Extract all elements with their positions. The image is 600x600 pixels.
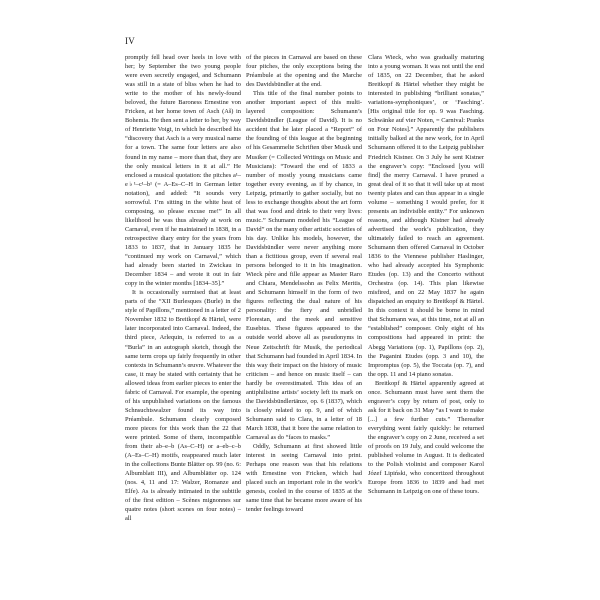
- paragraph: This title of the final number points to another important aspect of this multi-layered composition: Schumann’s Davidsbündler (League of David). It is no accident that he later placed a “Report” of the founding of this league at the beginning of his Gesammelte Schriften über Musik und Musiker (= Collected Writings on Music and Musicians): “Toward the end of 1833 a number of mostly young musicians came together every evening, as if by chance, in Leipzig, primarily to gather socially, but no less to exchange thoughts about the art form that was food and drink to their very lives: music.” Schumann modeled his “League of David” on the many other artistic societies of his day. Unlike his models, however, the Davidsbündler were never anything more than a fictitious group, even if several real persons belonged to it in his imagination. Wieck père and fille appear as Master Raro and Chiara, Mendelssohn as Felix Meritis, and Schumann himself in the form of two figures reflecting the dual nature of his personality: the fiery and unbridled Florestan, and the meek and sensitive Eusebius. These figures appeared to the outside world above all as pseudonyms in Neue Zeitschrift für Musik, the periodical that Schumann had founded in April 1834. In this way their impact on the history of music criticism – and hence on music itself – can hardly be overestimated. This idea of an antiphilistine artists’ society left its mark on the Davidsbündlertänze, op. 6 (1837), which is closely related to op. 9, and of which Schumann said to Clara, in a letter of 18 March 1838, that it bore the same relation to Carnaval as do “faces to masks.”: [246, 90, 362, 441]
- text-column-1: [125, 53, 241, 523]
- paragraph: of the pieces in Carnaval are based on these four pitches, the only exceptions being the Préambule at the opening and the Marche des Davidsbündler at the end.: [246, 54, 362, 89]
- paragraph: Clara Wieck, who was gradually maturing into a young woman. It was not until the end of 1835, on 22 December, that he asked Breitkopf & Härtel whether they might be interested in publishing “brilliant sonatas,” variations-symphoniques’, or ‘Fasching’. [His original title for op. 9 was Fasching. Schwänke auf vier Noten, = Carnival: Pranks on Four Notes].” Apparently the publishers initially balked at the new work, for in April Schumann offered it to the Leipzig publisher Friedrich Kistner. On 3 July he sent Kistner the engraver’s copy: “Enclosed [you will find] the merry Carnaval. I have pruned a great deal of it so that it will take up at most twenty plates and can thus appear in a single volume – something I would prefer, for it presents an indivisible entity.” For unknown reasons, and although Kistner had already advertised the work’s publication, they ultimately failed to reach an agreement. Schumann then offered Carnaval in October 1836 to the Viennese publisher Haslinger, who had already accepted his Symphonic Etudes (op. 13) and the Concerto without Orchestra (op. 14). This plan likewise misfired, and on 22 May 1837 he again dispatched an enquiry to Breitkopf & Härtel. In this context it should be borne in mind that Schumann was, at this time, not at all an “established” composer. Only eight of his compositions had appeared in print: the Abegg Variations (op. 1), Papillons (op. 2), the Paganini Etudes (opp. 3 and 10), the Impromptus (op. 5), the Toccata (op. 7), and the opp. 11 and 14 piano sonatas.: [368, 54, 484, 378]
- paragraph: Breitkopf & Härtel apparently agreed at once. Schumann must have sent them the engraver’s copy by return of post, only to ask for it back on 31 May “as I want to make [...] a few further cuts.” Thereafter everything went fairly quickly: he returned the engraver’s copy on 2 June, received a set of proofs on 19 July, and could welcome the published volume in August. It is dedicated to the Polish violinist and composer Karol Józef Lipiński, who concertized throughout Europe from 1836 to 1839 and had met Schumann in Leipzig on one of these tours.: [368, 379, 484, 496]
- paragraph: Oddly, Schumann at first showed little interest in seeing Carnaval into print. Perhaps one reason was that his relations with Ernestine von Fricken, which had placed such an important role in the work’s genesis, cooled in the course of 1835 at the same time that he became more aware of his tender feelings toward: [246, 443, 362, 514]
- text-column-2: [246, 53, 362, 514]
- paragraph: It is occasionally surmised that at least parts of the “XII Burlesques (Burle) in the style of Papillons,” mentioned in a letter of 2 November 1832 to Breitkopf & Härtel, were later incorporated into Carnaval. Indeed, the third piece, Arlequin, is referred to as a “Burla” in an autograph sketch, though the same term crops up fairly frequently in other contexts in Schumann’s œuvre. Whatever the case, it may be stated with certainty that he allowed ideas from earlier pieces to enter the fabric of Carnaval. For example, the opening of his unpublished variations on the famous Schnsuchtswalzer found its way into Préambule. Schumann clearly composed more pieces for this work than the 22 that were printed. Some of them, incompatible from their ab–e–b (As–C–H) or a–eb–c–b (A–Es–C–H) motifs, reappeared much later in the collections Bunte Blätter op. 99 (no. 6: Albumblatt III), and Albumblätter op. 124 (nos. 4, 11 and 17: Walzer, Romanze and Elfe). As is already intimated in the subtitle of the first edition – Scènes mignonnes sur quatre notes (short scenes on four notes) – all: [125, 289, 241, 523]
- page-number: IV: [125, 36, 136, 46]
- text-column-3: [368, 53, 484, 496]
- paragraph: promptly fell head over heels in love with her; by September the two young people were even secretly engaged, and Schumann was still in a state of bliss when he had to write to the mother of his newly-found beloved, the future Baroness Ernestine von Fricken, at her home town of Asch (Aš) in Bohemia. He then sent a letter to her, by way of Henriette Voigt, in which he described his “discovery that Asch is a very musical name for a town. The same four letters are also found in my name – more than that, they are the only musical letters in it at all.” He enclosed a musical quotation: the pitches a¹–e♭¹–c¹–b¹ (= A–Es–C–H in German letter notation), and added: “It sounds very sorrowful. I’m sitting in the white heat of composing, so please excuse me!” In all likelihood he was thus already at work on Carnaval, even if he maintained in 1838, in a retrospective diary entry for the years from 1833 to 1837, that in January 1835 he “continued my work on Carnaval,” which had already been started in Zwickau in December 1834 – and wrote it out in fair copy in the winter months [1834–35].”: [125, 54, 241, 288]
